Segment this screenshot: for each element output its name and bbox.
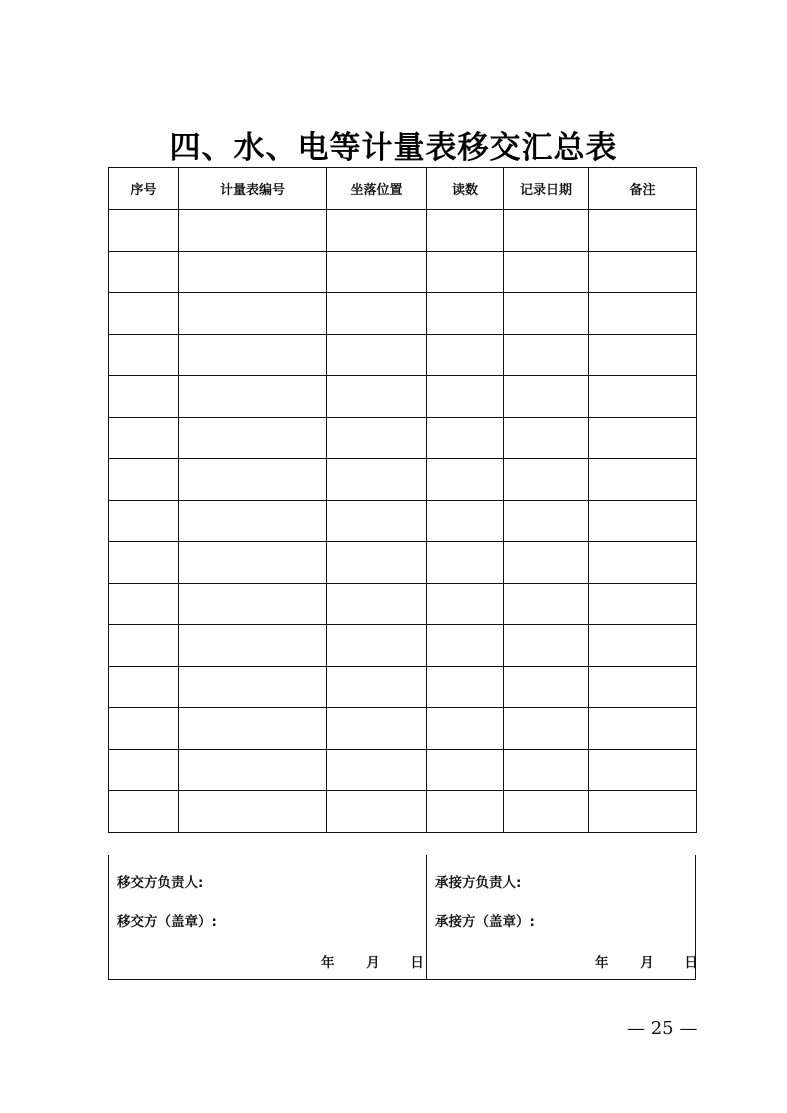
table-row — [109, 376, 697, 418]
table-cell — [109, 210, 179, 252]
table-cell — [179, 583, 327, 625]
table-cell — [109, 625, 179, 667]
table-cell — [504, 251, 589, 293]
table-cell — [427, 210, 504, 252]
month-label: 月 — [366, 955, 380, 971]
table-cell — [504, 542, 589, 584]
table-row — [109, 625, 697, 667]
receiving-responsible-label: 承接方负责人: — [435, 875, 522, 891]
table-cell — [504, 625, 589, 667]
table-header-row — [109, 168, 697, 210]
table-cell — [589, 251, 697, 293]
table-cell — [504, 791, 589, 833]
table-row — [109, 334, 697, 376]
table-cell — [504, 334, 589, 376]
table-cell — [427, 334, 504, 376]
table-cell — [504, 666, 589, 708]
table-cell — [327, 791, 427, 833]
table-cell — [327, 376, 427, 418]
table-cell — [327, 625, 427, 667]
table-cell — [109, 417, 179, 459]
table-cell — [109, 542, 179, 584]
handover-date — [321, 951, 424, 971]
header-meter-number: 计量表编号 — [179, 168, 327, 210]
table-cell — [179, 293, 327, 335]
table-cell — [179, 210, 327, 252]
table-cell — [179, 625, 327, 667]
table-cell — [109, 666, 179, 708]
table-cell — [589, 459, 697, 501]
table-cell — [504, 376, 589, 418]
table-cell — [589, 583, 697, 625]
table-cell — [179, 459, 327, 501]
table-cell — [427, 251, 504, 293]
meter-summary-table — [108, 167, 697, 833]
table-cell — [327, 749, 427, 791]
page-number: — 25 — — [627, 1018, 698, 1039]
table-cell — [589, 749, 697, 791]
table-cell — [427, 500, 504, 542]
table-cell — [179, 749, 327, 791]
table-cell — [109, 459, 179, 501]
header-reading: 读数 — [427, 168, 504, 210]
table-cell — [179, 500, 327, 542]
table-cell — [109, 500, 179, 542]
table-row — [109, 791, 697, 833]
table-cell — [589, 708, 697, 750]
table-cell — [589, 542, 697, 584]
table-cell — [427, 376, 504, 418]
year-label: 年 — [595, 955, 609, 971]
table-cell — [504, 417, 589, 459]
document-title: 四、水、电等计量表移交汇总表 — [169, 130, 618, 166]
table-cell — [504, 459, 589, 501]
table-cell — [109, 708, 179, 750]
receiving-date — [595, 951, 698, 971]
table-cell — [427, 666, 504, 708]
table-cell — [589, 376, 697, 418]
table-cell — [504, 293, 589, 335]
table-cell — [179, 666, 327, 708]
table-cell — [504, 583, 589, 625]
table-cell — [427, 459, 504, 501]
table-cell — [179, 376, 327, 418]
table-cell — [504, 749, 589, 791]
handover-party-block — [109, 855, 427, 979]
header-remarks: 备注 — [589, 168, 697, 210]
table-cell — [427, 791, 504, 833]
table-cell — [327, 666, 427, 708]
table-cell — [327, 251, 427, 293]
table-row — [109, 542, 697, 584]
table-cell — [327, 417, 427, 459]
table-cell — [504, 708, 589, 750]
table-body — [109, 210, 697, 833]
table-cell — [109, 749, 179, 791]
table-cell — [109, 583, 179, 625]
signature-section — [108, 855, 696, 980]
table-cell — [589, 500, 697, 542]
table-cell — [589, 666, 697, 708]
header-location: 坐落位置 — [327, 168, 427, 210]
table-cell — [179, 417, 327, 459]
table-cell — [109, 293, 179, 335]
table-cell — [589, 210, 697, 252]
table-cell — [504, 500, 589, 542]
table-row — [109, 210, 697, 252]
table-cell — [327, 459, 427, 501]
day-label: 日 — [684, 955, 698, 971]
receiving-seal-label: 承接方（盖章）: — [435, 914, 535, 930]
table-row — [109, 749, 697, 791]
table-cell — [109, 376, 179, 418]
year-label: 年 — [321, 955, 335, 971]
table-cell — [427, 625, 504, 667]
receiving-party-block — [427, 855, 698, 979]
table-cell — [327, 708, 427, 750]
month-label: 月 — [640, 955, 654, 971]
table-cell — [327, 500, 427, 542]
table-cell — [327, 210, 427, 252]
table-cell — [427, 708, 504, 750]
table-row — [109, 583, 697, 625]
table-cell — [109, 334, 179, 376]
table-row — [109, 293, 697, 335]
table-cell — [109, 251, 179, 293]
table-cell — [427, 293, 504, 335]
handover-responsible-label: 移交方负责人: — [117, 875, 204, 891]
table-cell — [179, 542, 327, 584]
table-cell — [427, 749, 504, 791]
table-cell — [589, 625, 697, 667]
table-cell — [589, 417, 697, 459]
table-cell — [327, 583, 427, 625]
table-row — [109, 666, 697, 708]
table-row — [109, 500, 697, 542]
table-cell — [179, 708, 327, 750]
table-cell — [589, 293, 697, 335]
table-cell — [327, 542, 427, 584]
table-cell — [327, 334, 427, 376]
table-cell — [427, 542, 504, 584]
header-serial-number: 序号 — [109, 168, 179, 210]
table-cell — [589, 791, 697, 833]
table-row — [109, 417, 697, 459]
table-cell — [504, 210, 589, 252]
table-cell — [327, 293, 427, 335]
table-cell — [179, 251, 327, 293]
table-row — [109, 459, 697, 501]
table-cell — [427, 417, 504, 459]
table-cell — [589, 334, 697, 376]
table-cell — [179, 334, 327, 376]
table-row — [109, 708, 697, 750]
header-record-date: 记录日期 — [504, 168, 589, 210]
day-label: 日 — [410, 955, 424, 971]
handover-seal-label: 移交方（盖章）: — [117, 914, 217, 930]
table-cell — [427, 583, 504, 625]
table-cell — [109, 791, 179, 833]
table-row — [109, 251, 697, 293]
table-cell — [179, 791, 327, 833]
